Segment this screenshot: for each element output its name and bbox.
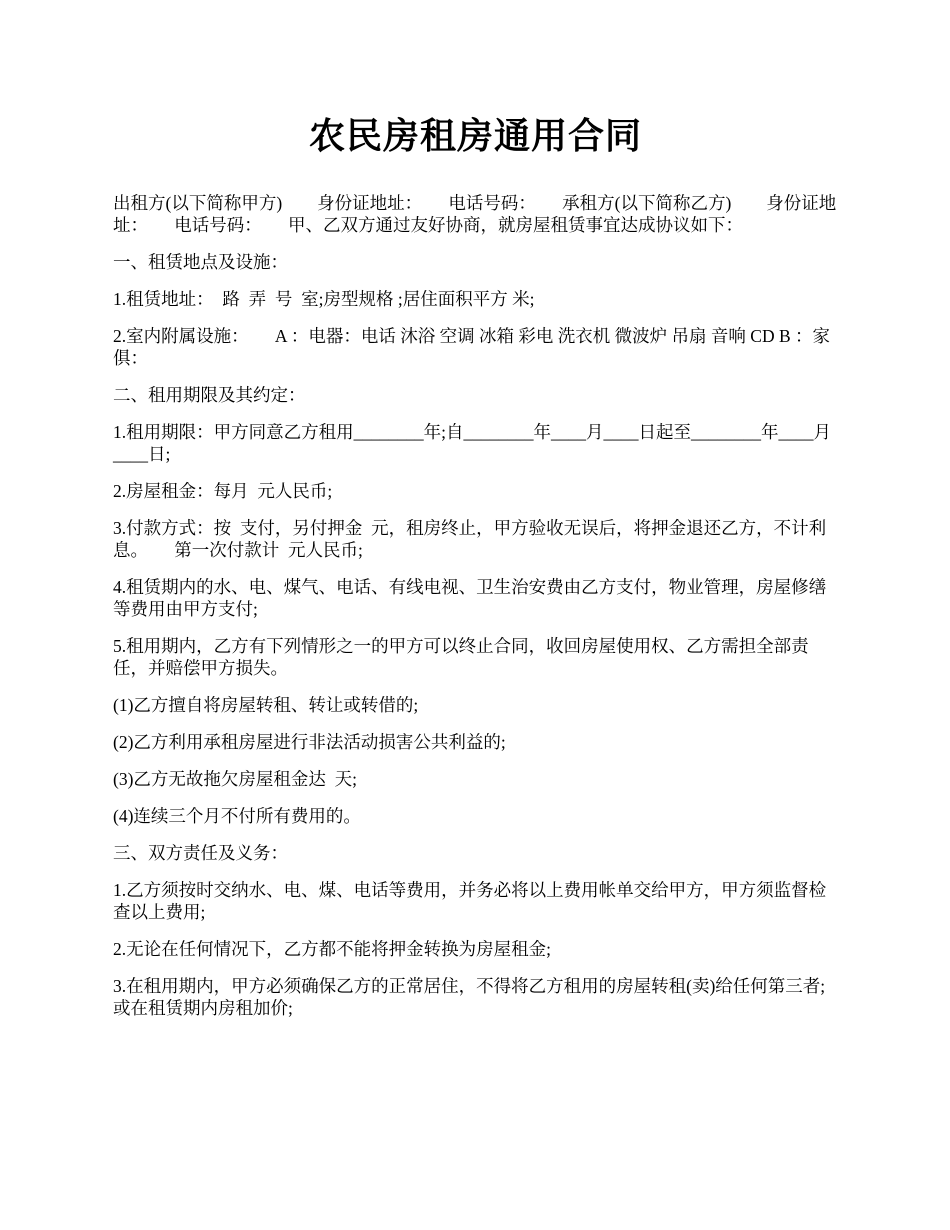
document-title: 农民房租房通用合同: [308, 116, 642, 156]
section-heading-1: 一、租赁地点及设施：: [113, 252, 288, 272]
clause-2-5: 5.租用期内，乙方有下列情形之一的甲方可以终止合同，收回房屋使用权、乙方需担全部责任，并赔偿甲方损失。: [113, 636, 809, 678]
clause-2-3: 3.付款方式：按 支付，另付押金 元，租房终止，甲方验收无误后，将押金退还乙方，不计利息。 第一次付款计 元人民币;: [113, 518, 827, 560]
sub-clause-1: (1)乙方擅自将房屋转租、转让或转借的;: [113, 695, 419, 715]
clause-1-2: 2.室内附属设施： A ：电器：电话 沐浴 空调 冰箱 彩电 洗衣机 微波炉 吊扇 音响 CD B ：家俱：: [113, 326, 831, 368]
clause-2-2: 2.房屋租金：每月 元人民币;: [113, 481, 333, 501]
clause-2-4: 4.租赁期内的水、电、煤气、电话、有线电视、卫生治安费由乙方支付，物业管理，房屋修缮等费用由甲方支付;: [113, 577, 827, 619]
parties-paragraph: 出租方(以下简称甲方) 身份证地址： 电话号码： 承租方(以下简称乙方) 身份证地址： 电话号码： 甲、乙双方通过友好协商，就房屋租赁事宜达成协议如下：: [113, 193, 837, 235]
sub-clause-2: (2)乙方利用承租房屋进行非法活动损害公共利益的;: [113, 732, 506, 752]
section-heading-2: 二、租用期限及其约定：: [113, 385, 306, 405]
clause-3-1: 1.乙方须按时交纳水、电、煤、电话等费用，并务必将以上费用帐单交给甲方，甲方须监督检查以上费用;: [113, 880, 827, 922]
sub-clause-4: (4)连续三个月不付所有费用的。: [113, 806, 361, 826]
clause-3-2: 2.无论在任何情况下，乙方都不能将押金转换为房屋租金;: [113, 939, 551, 959]
sub-clause-3: (3)乙方无故拖欠房屋租金达 天;: [113, 769, 358, 789]
clause-3-3: 3.在租用期内，甲方必须确保乙方的正常居住，不得将乙方租用的房屋转租(卖)给任何第三者;或在租赁期内房租加价;: [113, 976, 826, 1018]
section-heading-3: 三、双方责任及义务：: [113, 843, 288, 863]
clause-1-1: 1.租赁地址： 路 弄 号 室;房型规格 ;居住面积平方 米;: [113, 289, 535, 309]
clause-2-1: 1.租用期限：甲方同意乙方租用________年;自________年____月____日起至________年____月____日;: [113, 422, 831, 464]
